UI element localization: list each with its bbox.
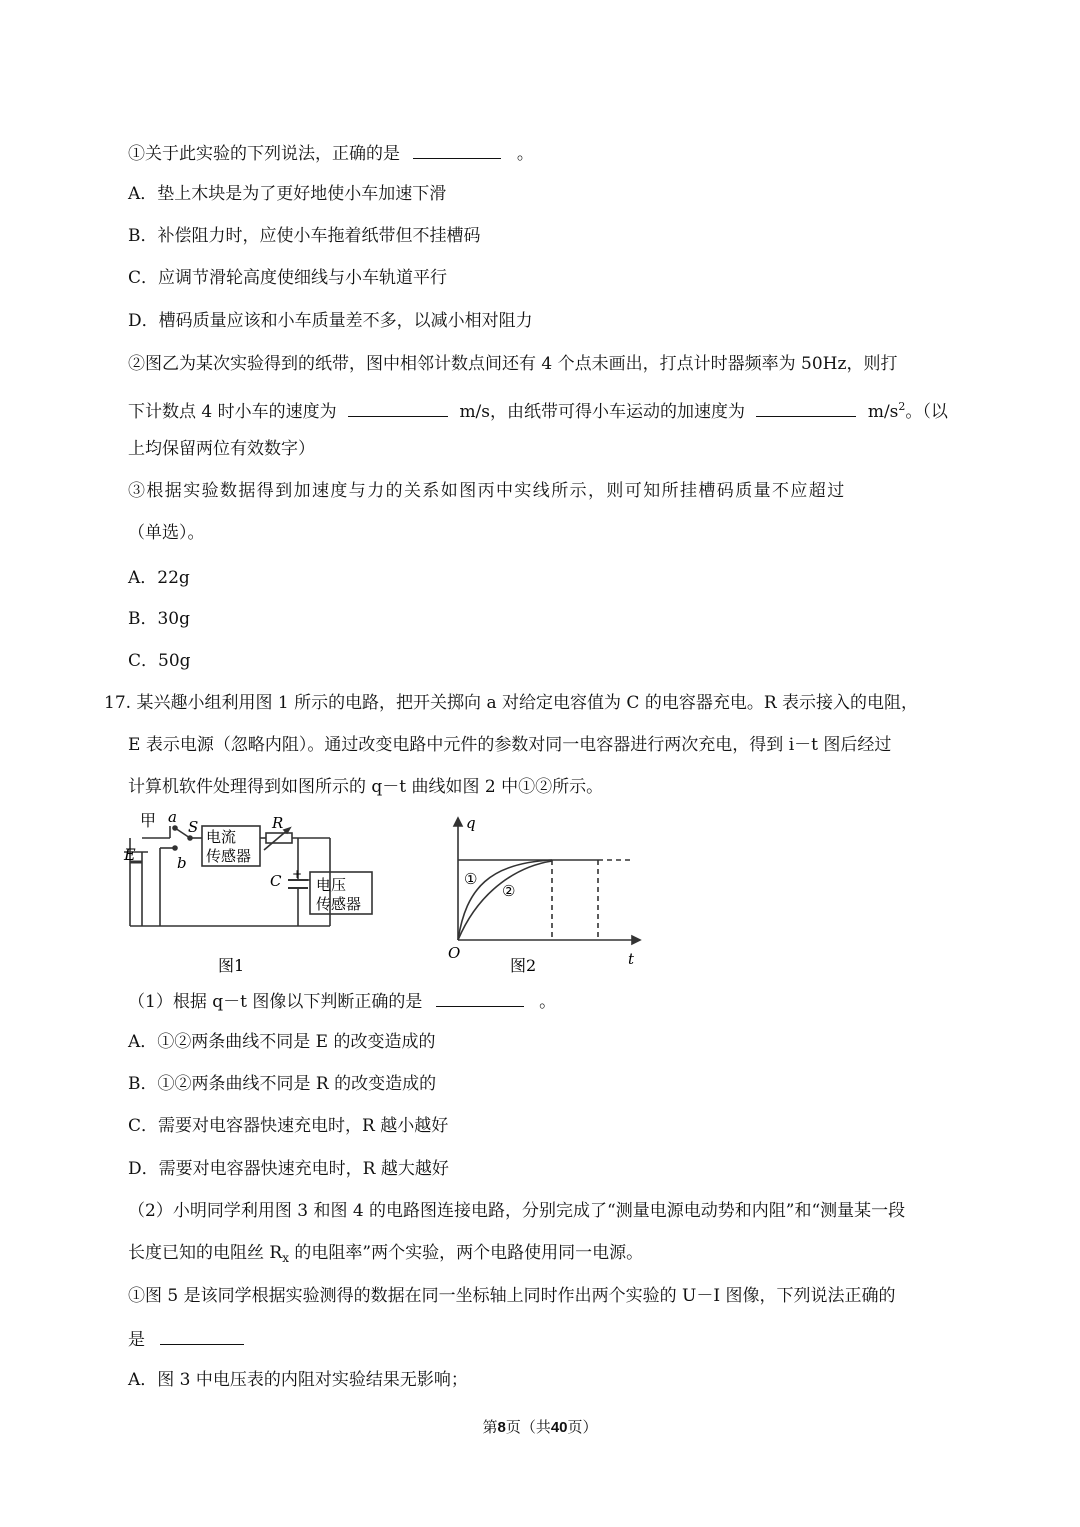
question-3-line2: （单选）。 [128, 523, 205, 543]
label-a: a [168, 808, 177, 826]
subquestion-2-line1: （2）小明同学利用图 3 和图 4 的电路图连接电路，分别完成了“测量电源电动势和内阻”和“测量某一段 [128, 1201, 906, 1221]
option-b: B．补偿阻力时，应使小车拖着纸带但不挂槽码 [128, 226, 481, 246]
subquestion-2-q1-line1: ①图 5 是该同学根据实验测得的数据在同一坐标轴上同时作出两个实验的 U－I 图像，下列说法正确的 [128, 1286, 896, 1306]
curve-2-label: ② [502, 882, 516, 900]
origin-label: O [448, 944, 461, 962]
option-c: C．应调节滑轮高度使细线与小车轨道平行 [128, 268, 448, 288]
option-d: D．需要对电容器快速充电时，R 越大越好 [128, 1159, 449, 1179]
option-a: A．①②两条曲线不同是 E 的改变造成的 [128, 1032, 436, 1052]
label-s: S [188, 818, 199, 836]
question-3-line1: ③根据实验数据得到加速度与力的关系如图丙中实线所示，则可知所挂槽码质量不应超过 [128, 481, 846, 501]
question-1-stem: ①关于此实验的下列说法，正确的是 。 [128, 140, 534, 166]
subquestion-2-q1-line2: 是 [128, 1326, 244, 1352]
option-a: A．22g [128, 568, 190, 588]
label-plus: + [292, 867, 303, 881]
subquestion-1-stem: （1）根据 q－t 图像以下判断正确的是 。 [128, 988, 556, 1014]
problem-17-line1: 17. 某兴趣小组利用图 1 所示的电路，把开关掷向 a 对给定电容值为 C 的电容器充电。R 表示接入的电阻， [104, 693, 919, 713]
axis-t-label: t [628, 950, 635, 968]
label-jia: 甲 [140, 811, 157, 830]
curve-1-label: ① [464, 870, 478, 888]
label-c: C [270, 872, 282, 890]
answer-blank[interactable] [160, 1326, 244, 1345]
figure-1-circuit [120, 808, 400, 978]
option-d: D．槽码质量应该和小车质量差不多，以减小相对阻力 [128, 311, 533, 331]
option-c: C．需要对电容器快速充电时，R 越小越好 [128, 1116, 449, 1136]
current-sensor-line1: 电流 [206, 828, 237, 846]
answer-blank[interactable] [436, 988, 524, 1007]
answer-blank[interactable] [413, 140, 501, 159]
figure-2-qt-graph [440, 808, 670, 978]
label-e: E [124, 845, 136, 864]
subquestion-2-line2: 长度已知的电阻丝 $R_x$ 的电阻率”两个实验，两个电路使用同一电源。 [128, 1243, 644, 1265]
page-total: 40 [550, 1419, 568, 1436]
voltage-sensor-line1: 电压 [316, 876, 347, 894]
voltage-sensor-line2: 传感器 [316, 895, 362, 913]
option-a: A．图 3 中电压表的内阻对实验结果无影响； [128, 1370, 468, 1390]
velocity-blank[interactable] [348, 398, 448, 417]
page-number: 8 [497, 1419, 506, 1436]
page-footer: 第8页（共40页） [482, 1418, 598, 1436]
problem-17-line2: E 表示电源（忽略内阻）。通过改变电路中元件的参数对同一电容器进行两次充电，得到 i－t 图后经过 [128, 735, 892, 755]
acceleration-blank[interactable] [756, 398, 856, 417]
figure-1-caption: 图1 [218, 956, 245, 975]
question-2-line1: ②图乙为某次实验得到的纸带，图中相邻计数点间还有 4 个点未画出，打点计时器频率为 50Hz，则打 [128, 354, 898, 374]
question-2-line3: 上均保留两位有效数字） [128, 439, 315, 459]
option-a: A．垫上木块是为了更好地使小车加速下滑 [128, 184, 447, 204]
question-2-line2: 下计数点 4 时小车的速度为 m/s，由纸带可得小车运动的加速度为 $m/s^2$。（以 [128, 400, 948, 422]
option-c: C．50g [128, 651, 191, 671]
option-b: B．30g [128, 609, 191, 629]
option-b: B．①②两条曲线不同是 R 的改变造成的 [128, 1074, 437, 1094]
axis-q-label: q [466, 814, 476, 832]
problem-17-line3: 计算机软件处理得到如图所示的 q－t 曲线如图 2 中①②所示。 [128, 777, 604, 797]
label-r: R [272, 814, 284, 832]
figure-2-caption: 图2 [510, 956, 537, 975]
label-b: b [177, 854, 187, 872]
current-sensor-line2: 传感器 [206, 847, 252, 865]
